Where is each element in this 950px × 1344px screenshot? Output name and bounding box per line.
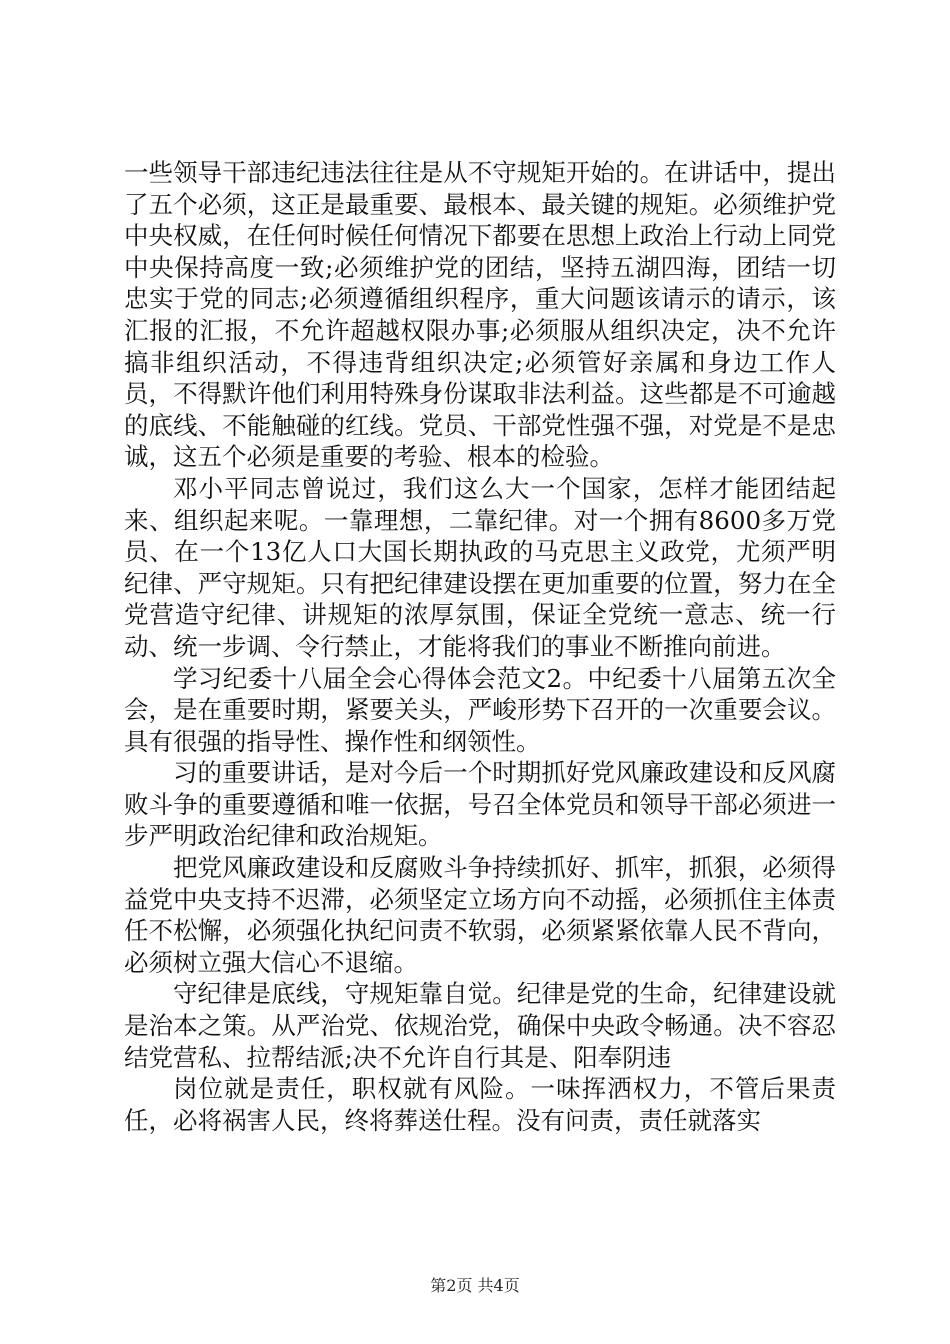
paragraph-1: 一些领导干部违纪违法往往是从不守规矩开始的。在讲话中，提出了五个必须，这正是最重要、最根本、最关键的规矩。必须维护党中央权威，在任何时候任何情况下都要在思想上政治上行动上同党中央保持高度一致;必须维护党的团结，坚持五湖四海，团结一切忠实于党的同志;必须遵循组织程序，重大问题该请示的请示，该汇报的汇报，不允许超越权限办事;必须服从组织决定，决不允许搞非组织活动，不得违背组织决定;必须管好亲属和身边工作人员，不得默许他们利用特殊身份谋取非法利益。这些都是不可逾越的底线、不能触碰的红线。党员、干部党性强不强，对党是不是忠诚，这五个必须是重要的考验、根本的检验。 — [124, 158, 836, 472]
paragraph-6: 守纪律是底线，守规矩靠自觉。纪律是党的生命，纪律建设就是治本之策。从严治党、依规治党，确保中央政令畅通。决不容忍结党营私、拉帮结派;决不允许自行其是、阳奉阴违 — [124, 979, 836, 1072]
document-body — [124, 157, 836, 1136]
paragraph-2: 邓小平同志曾说过，我们这么大一个国家，怎样才能团结起来、组织起来呢。一靠理想，二靠纪律。对一个拥有8600多万党员、在一个13亿人口大国长期执政的马克思主义政党，尤须严明纪律、严守规矩。只有把纪律建设摆在更加重要的位置，努力在全党营造守纪律、讲规矩的浓厚氛围，保证全党统一意志、统一行动、统一步调、令行禁止，才能将我们的事业不断推向前进。 — [124, 473, 836, 661]
paragraph-7: 岗位就是责任，职权就有风险。一味挥洒权力，不管后果责任，必将祸害人民，终将葬送仕程。没有问责，责任就落实 — [124, 1074, 836, 1135]
paragraph-5: 把党风廉政建设和反腐败斗争持续抓好、抓牢，抓狠，必须得益党中央支持不迟滞，必须坚定立场方向不动摇，必须抓住主体责任不松懈，必须强化执纪问责不软弱，必须紧紧依靠人民不背向，必须树立强大信心不退缩。 — [124, 853, 836, 977]
paragraph-4: 习的重要讲话，是对今后一个时期抓好党风廉政建设和反风腐败斗争的重要遵循和唯一依据，号召全体党员和领导干部必须进一步严明政治纪律和政治规矩。 — [124, 758, 836, 851]
page-footer: 第2页 共4页 — [430, 1276, 520, 1295]
paragraph-3: 学习纪委十八届全会心得体会范文2。中纪委十八届第五次全会，是在重要时期，紧要关头，严峻形势下召开的一次重要会议。具有很强的指导性、操作性和纲领性。 — [124, 663, 836, 756]
